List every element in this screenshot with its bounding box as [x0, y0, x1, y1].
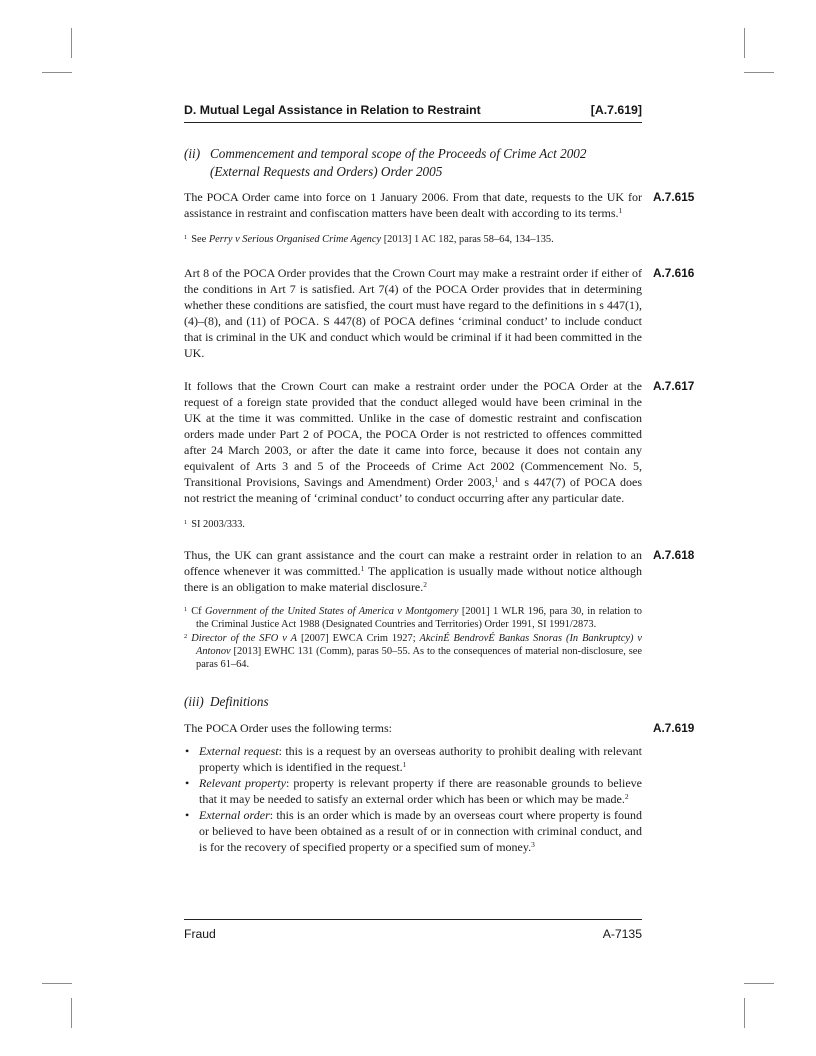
- footnote-618-2: [184, 632, 642, 671]
- definition-bullet-relevant-property: [184, 775, 642, 807]
- section-iii-heading: [184, 693, 642, 711]
- paragraph-a7615-text: The POCA Order came into force on 1 January 2006. From that date, requests to the UK for assistance in restraint and confiscation matters have been dealt with according to its terms.$^1$: [184, 190, 642, 220]
- paragraph-a7617-text: It follows that the Crown Court can make a restraint order under the POCA Order at the request of a foreign state provided that the conduct alleged would have been criminal in the UK at the time it was committed. Unlike in the case of domestic restraint and confiscation orders made under Part 2 of POCA, the POCA Order is not restricted to offences committed after 24 March 2003, or after the date it came into force, because it does not contain any equivalent of Arts 3 and 5 of the Proceeds of Crime Act 2002 (Commencement No. 5, Transitional Provisions, Savings and Amendment) Order 2003,$^1$ and s 447(7) of POCA does not restrict the meaning of ‘criminal conduct’ to conduct occurring after any particular date.: [184, 379, 642, 505]
- footer-page-number: A-7135: [602, 927, 642, 941]
- crop-mark-bottom-left-vertical: [71, 998, 72, 1028]
- page-footer: [184, 919, 642, 941]
- crop-mark-top-right-horizontal: [744, 72, 774, 73]
- page-header: [184, 103, 642, 123]
- margin-ref-a7617: A.7.617: [653, 379, 695, 393]
- paragraph-a7618-text: Thus, the UK can grant assistance and the court can make a restraint order in relation to an offence whenever it was committed.$^1$ The application is usually made without notice although there is an obligation to make material disclosure.$^2$: [184, 548, 643, 594]
- section-ii-number: (ii): [184, 146, 201, 161]
- paragraph-a7617: [184, 378, 695, 506]
- section-ii-heading-line1: [184, 145, 642, 163]
- running-head: D. Mutual Legal Assistance in Relation to Restraint: [184, 103, 481, 117]
- footnote-group-618: [184, 605, 642, 671]
- paragraph-a7616: [184, 265, 695, 361]
- margin-ref-a7616: A.7.616: [653, 266, 695, 280]
- paragraph-a7615: [184, 189, 695, 221]
- margin-ref-a7619: A.7.619: [653, 721, 695, 735]
- margin-ref-a7618: A.7.618: [653, 548, 695, 562]
- text-column: [184, 0, 695, 855]
- definition-bullet-external-request: [184, 743, 642, 775]
- margin-ref-a7615: A.7.615: [653, 190, 695, 204]
- footnote-615-1: [184, 233, 642, 246]
- footnote-618-1: [184, 605, 642, 631]
- footnote-618-2-number: 2: [184, 632, 188, 640]
- definition-bullet-relevant-property-text: Relevant property: property is relevant property if there are reasonable grounds to believe that it may be needed to satisfy an external order which has been or which may be made.$^2$: [199, 776, 642, 806]
- footnote-615-1-number: 1: [184, 233, 188, 241]
- definition-bullet-external-order: [184, 807, 642, 855]
- footnote-617-1-number: 1: [184, 518, 188, 526]
- footnote-617-1: [184, 518, 642, 531]
- section-ii-heading: [184, 145, 642, 181]
- crop-mark-top-left-vertical: [71, 28, 72, 58]
- paragraph-a7619: [184, 720, 695, 736]
- footnote-617-1-text: SI 2003/333.: [191, 519, 245, 530]
- section-iii-title: Definitions: [210, 694, 269, 709]
- footnote-618-1-text: Cf Government of the United States of America v Montgomery [2001] 1 WLR 196, para 30, in relation to the Criminal Justice Act 1988 (Designated Countries and Territories) Order 1991, SI 1991/2873.: [191, 606, 642, 630]
- section-iii-heading-line: [184, 693, 642, 711]
- crop-mark-bottom-left-horizontal: [42, 983, 72, 984]
- crop-mark-bottom-right-horizontal: [744, 983, 774, 984]
- footer-section-title: Fraud: [184, 927, 216, 941]
- paragraph-a7619-text: The POCA Order uses the following terms:: [184, 721, 392, 735]
- paragraph-a7616-text: Art 8 of the POCA Order provides that the Crown Court may make a restraint order if either of the conditions in Art 7 is satisfied. Art 7(4) of the POCA Order provides that in determining whether these conditions are satisfied, the court must have regard to the definitions in s 447(1), (4)–(8), and (11) of POCA. S 447(8) of POCA defines ‘criminal conduct’ to include conduct that is criminal in the UK and conduct which would be criminal if it had been committed in the UK.: [184, 266, 642, 360]
- crop-mark-bottom-right-vertical: [744, 998, 745, 1028]
- crop-mark-top-right-vertical: [744, 28, 745, 58]
- footnote-618-2-text: Director of the SFO v A [2007] EWCA Crim 1927; AkcinÉ BendrovÉ Bankas Snoras (In Bankruptcy) v Antonov [2013] EWHC 131 (Comm), paras 50–55. As to the consequences of material non-disclosure, see paras 61–64.: [191, 633, 642, 670]
- footnote-618-1-number: 1: [184, 605, 188, 613]
- section-ii-title: Commencement and temporal scope of the Proceeds of Crime Act 2002: [210, 146, 587, 161]
- definitions-list: [184, 743, 642, 855]
- header-paragraph-ref: [A.7.619]: [590, 103, 642, 117]
- paragraph-a7618: [184, 547, 695, 595]
- footnote-615-1-text: See Perry v Serious Organised Crime Agency [2013] 1 AC 182, paras 58–64, 134–135.: [191, 234, 554, 245]
- crop-mark-top-left-horizontal: [42, 72, 72, 73]
- definition-bullet-external-order-text: External order: this is an order which is made by an overseas court where property is found or believed to have been obtained as a result of or in connection with criminal conduct, and is for the recovery of specified property or a specified sum of money.$^3$: [199, 808, 642, 854]
- section-ii-heading-line2: (External Requests and Orders) Order 2005: [210, 164, 443, 179]
- section-iii-number: (iii): [184, 694, 204, 709]
- definition-bullet-external-request-text: External request: this is a request by an overseas authority to prohibit dealing with relevant property which is identified in the request.$^1$: [199, 744, 643, 774]
